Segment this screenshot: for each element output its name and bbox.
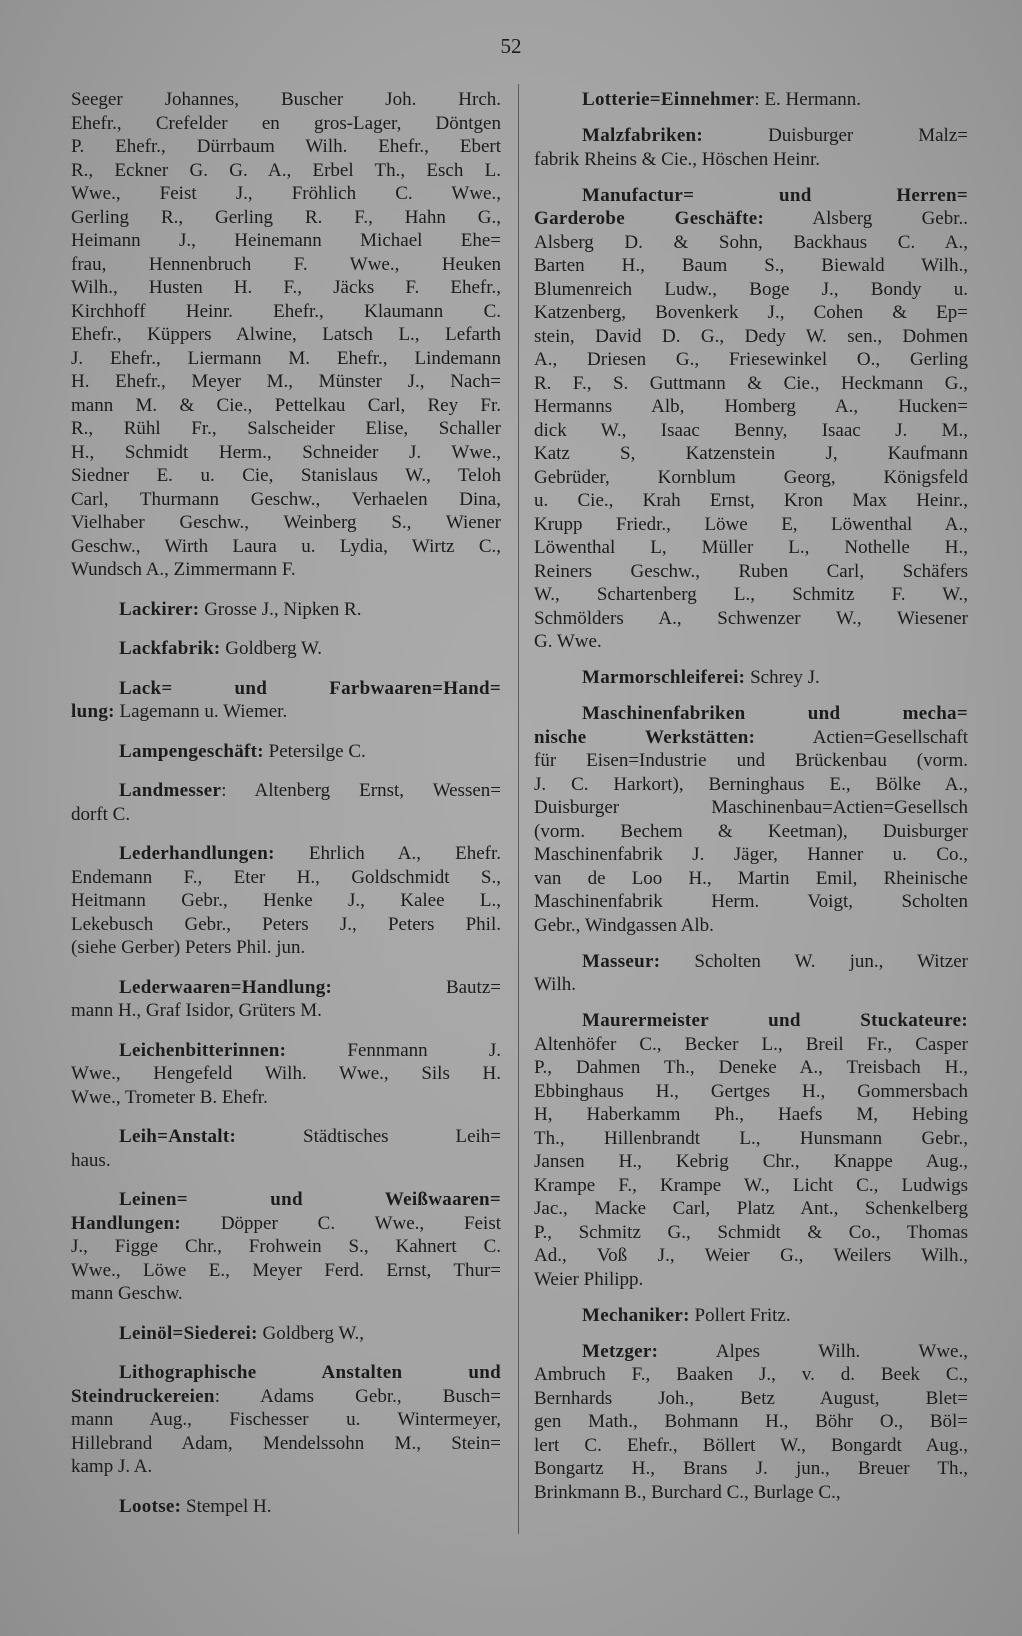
text-line <box>71 779 501 803</box>
entry-text: Maschinenfabrik Herm. Voigt, Scholten <box>534 891 968 912</box>
entry-text: für Eisen=Industrie und Brückenbau (vorm. <box>534 750 968 771</box>
text-line <box>71 803 501 827</box>
trade-heading: Leinen= und Weißwaaren= <box>119 1189 501 1210</box>
directory-entry <box>534 88 968 112</box>
text-line <box>71 159 501 183</box>
entry-text: Ambruch F., Baaken J., v. d. Beek C., <box>534 1364 968 1385</box>
entry-text: G. Wwe. <box>534 631 602 652</box>
text-line <box>71 1432 501 1456</box>
text-line <box>71 276 501 300</box>
text-line <box>71 464 501 488</box>
text-line <box>534 536 968 560</box>
text-line <box>71 1086 501 1110</box>
entry-text: stein, David D. G., Dedy W. sen., Dohmen <box>534 325 968 347</box>
right-column <box>534 88 968 1504</box>
entry-text: dorft C. <box>71 803 131 825</box>
trade-heading: Mechaniker: <box>582 1304 690 1326</box>
text-line <box>534 442 968 466</box>
entry-text: Bautz= <box>332 976 501 998</box>
text-line <box>71 1282 501 1306</box>
text-line <box>534 843 968 867</box>
trade-heading: lung: <box>71 701 115 722</box>
entry-text: R., Eckner G. G. A., Erbel Th., Esch L. <box>71 159 501 181</box>
text-line <box>534 1434 968 1458</box>
text-line <box>71 511 501 535</box>
entry-text: : Adams Gebr., Busch= <box>214 1385 501 1407</box>
entry-text: Maschinenfabrik J. Jäger, Hanner u. Co., <box>534 844 968 865</box>
entry-text: Krupp Friedr., Löwe E, Löwenthal A., <box>534 513 968 535</box>
entry-text: R. F., S. Guttmann & Cie., Heckmann G., <box>534 372 968 394</box>
entry-text: Reiners Geschw., Ruben Carl, Schäfers <box>534 560 968 582</box>
entry-text: Goldberg W. <box>220 638 322 659</box>
text-line <box>534 1174 968 1198</box>
entry-text: lert C. Ehefr., Böllert W., Bongardt Aug., <box>534 1434 968 1456</box>
text-line <box>71 1062 501 1086</box>
entry-text: H., Schmidt Herm., Schneider J. Wwe., <box>71 441 501 463</box>
entry-text: Wilh. <box>534 974 576 995</box>
entry-text: mann M. & Cie., Pettelkau Carl, Rey Fr. <box>71 394 501 416</box>
entry-text: dick W., Isaac Benny, Isaac J. M., <box>534 419 968 441</box>
entry-text: Katzenberg, Bovenkerk J., Cohen & Ep= <box>534 302 968 323</box>
text-line <box>534 890 968 914</box>
entry-text: Wilh., Husten H. F., Jäcks F. Ehefr., <box>71 277 501 298</box>
text-line <box>71 1125 501 1149</box>
entry-text: Endemann F., Eter H., Goldschmidt S., <box>71 866 501 888</box>
text-line <box>534 726 968 750</box>
trade-heading: Manufactur= und Herren= <box>582 184 968 206</box>
text-line <box>71 740 501 764</box>
text-line <box>71 135 501 159</box>
text-line <box>71 229 501 253</box>
trade-heading: Handlungen: <box>71 1212 181 1234</box>
directory-entry <box>534 1304 968 1328</box>
text-line <box>71 300 501 324</box>
entry-text: fabrik Rheins & Cie., Höschen Heinr. <box>534 148 821 170</box>
directory-entry <box>534 950 968 997</box>
entry-text: mann Geschw. <box>71 1283 183 1304</box>
entry-text: Alsberg D. & Sohn, Backhaus C. A., <box>534 231 968 253</box>
entry-text: Kirchhoff Heinr. Ehefr., Klaumann C. <box>71 300 501 322</box>
text-line <box>71 253 501 277</box>
entry-text: Lagemann u. Wiemer. <box>114 701 288 722</box>
trade-heading: Lack= und Farbwaaren=Hand= <box>119 677 501 699</box>
text-line <box>534 466 968 490</box>
text-line <box>71 700 501 724</box>
text-line <box>71 88 501 112</box>
trade-heading: Masseur: <box>582 950 661 972</box>
text-line <box>534 278 968 302</box>
text-line <box>534 124 968 148</box>
text-line <box>71 976 501 1000</box>
entry-text: Altenhöfer C., Becker L., Breil Fr., Casper <box>534 1033 968 1055</box>
text-line <box>71 1259 501 1283</box>
entry-text: Ad., Voß J., Weier G., Weilers Wilh., <box>534 1245 968 1266</box>
text-line <box>534 1103 968 1127</box>
entry-text: Gerling R., Gerling R. F., Hahn G., <box>71 206 501 228</box>
text-line <box>534 1221 968 1245</box>
entry-text: Städtisches Leih= <box>236 1126 501 1147</box>
text-line <box>534 325 968 349</box>
text-line <box>534 254 968 278</box>
text-line <box>534 489 968 513</box>
trade-heading: Malzfabriken: <box>582 125 704 146</box>
entry-text: Krampe F., Krampe W., Licht C., Ludwigs <box>534 1174 968 1196</box>
text-line <box>534 773 968 797</box>
text-line <box>534 1080 968 1104</box>
text-line <box>71 1188 501 1212</box>
directory-entry <box>71 779 501 826</box>
entry-text: Blumenreich Ludw., Boge J., Bondy u. <box>534 278 968 300</box>
text-line <box>71 1361 501 1385</box>
entry-text: Siedner E. u. Cie, Stanislaus W., Teloh <box>71 465 501 486</box>
entry-text: J., Figge Chr., Frohwein S., Kahnert C. <box>71 1236 501 1257</box>
directory-entry <box>71 1039 501 1110</box>
text-line <box>71 112 501 136</box>
entry-text: A., Driesen G., Friesewinkel O., Gerling <box>534 349 968 370</box>
trade-heading: Lackirer: <box>119 598 200 620</box>
text-line <box>534 1009 968 1033</box>
directory-entry <box>71 842 501 960</box>
entry-text: Alpes Wilh. Wwe., <box>658 1340 968 1362</box>
entry-text: Wwe., Feist J., Fröhlich C. Wwe., <box>71 183 501 204</box>
entry-text: Heitmann Gebr., Henke J., Kalee L., <box>71 890 501 911</box>
text-line <box>534 419 968 443</box>
entry-text: Duisburger Maschinenbau=Actien=Gesellsch <box>534 797 968 818</box>
text-line <box>71 1385 501 1409</box>
entry-text: Jansen H., Kebrig Chr., Knappe Aug., <box>534 1151 968 1172</box>
text-line <box>71 1212 501 1236</box>
text-line <box>71 1408 501 1432</box>
entry-text: mann Aug., Fischesser u. Wintermeyer, <box>71 1409 501 1430</box>
directory-entry <box>71 1188 501 1306</box>
trade-heading: Lootse: <box>119 1495 182 1517</box>
text-line <box>534 583 968 607</box>
text-line <box>71 1235 501 1259</box>
entry-text: Lekebusch Gebr., Peters J., Peters Phil. <box>71 913 501 935</box>
text-line <box>71 1149 501 1173</box>
text-line <box>534 749 968 773</box>
text-line <box>534 513 968 537</box>
entry-text: H. Ehefr., Meyer M., Münster J., Nach= <box>71 371 501 392</box>
text-line <box>71 936 501 960</box>
entry-text: Wwe., Trometer B. Ehefr. <box>71 1086 268 1108</box>
text-line <box>534 1150 968 1174</box>
text-line <box>71 1495 501 1519</box>
entry-text: J. Ehefr., Liermann M. Ehefr., Lindemann <box>71 347 501 369</box>
trade-heading: Lederwaaren=Handlung: <box>119 976 333 998</box>
text-line <box>534 820 968 844</box>
entry-text: H, Haberkamm Ph., Haefs M, Hebing <box>534 1104 968 1125</box>
directory-entry <box>71 88 501 582</box>
entry-text: gen Math., Bohmann H., Böhr O., Böl= <box>534 1411 968 1432</box>
text-line <box>71 842 501 866</box>
text-line <box>534 1457 968 1481</box>
entry-text: Goldberg W., <box>257 1322 365 1344</box>
entry-text: Katz S, Katzenstein J, Kaufmann <box>534 443 968 464</box>
entry-text: Vielhaber Geschw., Weinberg S., Wiener <box>71 512 501 533</box>
text-line <box>534 702 968 726</box>
entry-text: Löwenthal L, Müller L., Nothelle H., <box>534 537 968 558</box>
text-line <box>534 301 968 325</box>
trade-heading: nische Werkstätten: <box>534 726 756 748</box>
entry-text: Bernhards Joh., Betz August, Blet= <box>534 1387 968 1409</box>
entry-text: Schmölders A., Schwenzer W., Wiesener <box>534 607 968 629</box>
entry-text: Hillebrand Adam, Mendelssohn M., Stein= <box>71 1432 501 1454</box>
trade-heading: Maschinenfabriken und mecha= <box>582 703 968 724</box>
text-line <box>71 913 501 937</box>
text-line <box>534 950 968 974</box>
text-line <box>534 796 968 820</box>
directory-entry <box>71 976 501 1023</box>
text-line <box>71 598 501 622</box>
directory-entry <box>71 677 501 724</box>
trade-heading: Maurermeister und Stuckateure: <box>582 1010 968 1031</box>
entry-text: Döpper C. Wwe., Feist <box>180 1212 501 1234</box>
text-line <box>71 394 501 418</box>
text-line <box>534 395 968 419</box>
text-line <box>534 88 968 112</box>
trade-heading: Lampengeschäft: <box>119 740 264 762</box>
entry-text: R., Rühl Fr., Salscheider Elise, Schaller <box>71 418 501 439</box>
text-line <box>71 637 501 661</box>
trade-heading: Lithographische Anstalten und <box>119 1362 501 1383</box>
directory-entry <box>71 1361 501 1479</box>
entry-text: Brinkmann B., Burchard C., Burlage C., <box>534 1481 841 1503</box>
text-line <box>534 560 968 584</box>
entry-text: Ehefr., Küppers Alwine, Latsch L., Lefarth <box>71 324 501 345</box>
entry-text: Carl, Thurmann Geschw., Verhaelen Dina, <box>71 488 501 510</box>
directory-entry <box>534 1340 968 1505</box>
entry-text: : E. Hermann. <box>754 89 861 110</box>
directory-entry <box>71 1322 501 1346</box>
entry-text: P. Ehefr., Dürrbaum Wilh. Ehefr., Ebert <box>71 136 501 157</box>
text-line <box>534 973 968 997</box>
text-line <box>534 1481 968 1505</box>
directory-entry <box>534 184 968 654</box>
directory-entry <box>71 1495 501 1519</box>
text-line <box>534 1268 968 1292</box>
page-number: 52 <box>500 34 522 58</box>
text-line <box>534 231 968 255</box>
text-line <box>534 372 968 396</box>
entry-text: van de Loo H., Martin Emil, Rheinische <box>534 867 968 889</box>
text-line <box>71 889 501 913</box>
trade-heading: Lederhandlungen: <box>119 843 275 864</box>
trade-heading: Leichenbitterinnen: <box>119 1039 287 1061</box>
directory-entry <box>71 598 501 622</box>
entry-text: Barten H., Baum S., Biewald Wilh., <box>534 255 968 276</box>
entry-text: Th., Hillenbrandt L., Hunsmann Gebr., <box>534 1127 968 1149</box>
text-line <box>534 630 968 654</box>
entry-text: Ebbinghaus H., Gertges H., Gommersbach <box>534 1080 968 1102</box>
entry-text: Scholten W. jun., Witzer <box>660 950 968 972</box>
text-line <box>71 999 501 1023</box>
text-line <box>534 1340 968 1364</box>
text-line <box>534 1387 968 1411</box>
entry-text: (siehe Gerber) Peters Phil. jun. <box>71 937 306 958</box>
trade-heading: Metzger: <box>582 1340 659 1362</box>
text-line <box>71 323 501 347</box>
text-line <box>534 1056 968 1080</box>
entry-text: Gebr., Windgassen Alb. <box>534 914 714 936</box>
trade-heading: Lackfabrik: <box>119 638 221 659</box>
trade-heading: Garderobe Geschäfte: <box>534 208 765 229</box>
text-line <box>534 607 968 631</box>
text-line <box>534 207 968 231</box>
entry-text: Heimann J., Heinemann Michael Ehe= <box>71 230 501 251</box>
entry-text: kamp J. A. <box>71 1456 153 1477</box>
text-line <box>534 1127 968 1151</box>
directory-entry <box>71 1125 501 1172</box>
entry-text: : Altenberg Ernst, Wessen= <box>221 780 501 801</box>
text-line <box>71 347 501 371</box>
text-line <box>534 1197 968 1221</box>
directory-entry <box>534 124 968 171</box>
entry-text: Fennmann J. <box>286 1039 501 1061</box>
directory-entry <box>534 666 968 690</box>
directory-entry <box>534 702 968 937</box>
text-line <box>534 1244 968 1268</box>
text-line <box>534 1410 968 1434</box>
directory-entry <box>71 740 501 764</box>
entry-text: Stempel H. <box>181 1495 272 1517</box>
text-line <box>534 1033 968 1057</box>
entry-text: Bongartz H., Brans J. jun., Breuer Th., <box>534 1458 968 1479</box>
entry-text: Wwe., Hengefeld Wilh. Wwe., Sils H. <box>71 1063 501 1084</box>
entry-text: Grosse J., Nipken R. <box>199 598 362 620</box>
entry-text: Geschw., Wirth Laura u. Lydia, Wirtz C., <box>71 535 501 557</box>
text-line <box>534 148 968 172</box>
directory-entry <box>71 637 501 661</box>
text-line <box>534 914 968 938</box>
entry-text: Duisburger Malz= <box>703 125 968 146</box>
entry-text: P., Schmitz G., Schmidt & Co., Thomas <box>534 1221 968 1243</box>
text-line <box>534 867 968 891</box>
entry-text: Schrey J. <box>745 667 820 688</box>
text-line <box>71 441 501 465</box>
text-line <box>534 1304 968 1328</box>
entry-text: Weier Philipp. <box>534 1268 644 1290</box>
trade-heading: Steindruckereien <box>71 1385 215 1407</box>
entry-text: Gebrüder, Kornblum Georg, Königsfeld <box>534 466 968 488</box>
entry-text: mann H., Graf Isidor, Grüters M. <box>71 1000 322 1021</box>
entry-text: Pollert Fritz. <box>689 1304 791 1326</box>
entry-text: Wwe., Löwe E., Meyer Ferd. Ernst, Thur= <box>71 1259 501 1281</box>
entry-text: Ehrlich A., Ehefr. <box>274 843 501 864</box>
entry-text: Ehefr., Crefelder en gros-Lager, Döntgen <box>71 112 501 134</box>
text-line <box>534 184 968 208</box>
column-divider <box>518 84 519 1534</box>
entry-text: haus. <box>71 1149 111 1171</box>
entry-text: u. Cie., Krah Ernst, Kron Max Heinr., <box>534 490 968 511</box>
trade-heading: Leinöl=Siederei: <box>119 1322 258 1344</box>
text-line <box>71 370 501 394</box>
entry-text: P., Dahmen Th., Deneke A., Treisbach H., <box>534 1057 968 1078</box>
left-column <box>71 88 501 1518</box>
trade-heading: Lotterie=Einnehmer <box>582 89 755 110</box>
text-line <box>71 488 501 512</box>
text-line <box>71 535 501 559</box>
text-line <box>71 417 501 441</box>
entry-text: Seeger Johannes, Buscher Joh. Hrch. <box>71 89 501 110</box>
directory-entry <box>534 1009 968 1291</box>
entry-text: Actien=Gesellschaft <box>755 726 968 748</box>
text-line <box>71 1455 501 1479</box>
text-line <box>71 182 501 206</box>
entry-text: (vorm. Bechem & Keetman), Duisburger <box>534 820 968 842</box>
text-line <box>71 1039 501 1063</box>
entry-text: W., Schartenberg L., Schmitz F. W., <box>534 584 968 605</box>
text-line <box>71 1322 501 1346</box>
text-line <box>71 206 501 230</box>
text-line <box>534 666 968 690</box>
text-line <box>71 866 501 890</box>
entry-text: Jac., Macke Carl, Platz Ant., Schenkelberg <box>534 1198 968 1219</box>
entry-text: Alsberg Gebr.. <box>764 208 968 229</box>
entry-text: Petersilge C. <box>263 740 366 762</box>
text-line <box>71 558 501 582</box>
text-line <box>534 1363 968 1387</box>
trade-heading: Leih=Anstalt: <box>119 1126 237 1147</box>
entry-text: frau, Hennenbruch F. Wwe., Heuken <box>71 253 501 275</box>
trade-heading: Landmesser <box>119 780 222 801</box>
text-line <box>534 348 968 372</box>
trade-heading: Marmorschleiferei: <box>582 667 746 688</box>
text-line <box>71 677 501 701</box>
entry-text: Wundsch A., Zimmermann F. <box>71 559 296 580</box>
entry-text: J. C. Harkort), Berninghaus E., Bölke A., <box>534 773 968 795</box>
entry-text: Hermanns Alb, Homberg A., Hucken= <box>534 396 968 417</box>
